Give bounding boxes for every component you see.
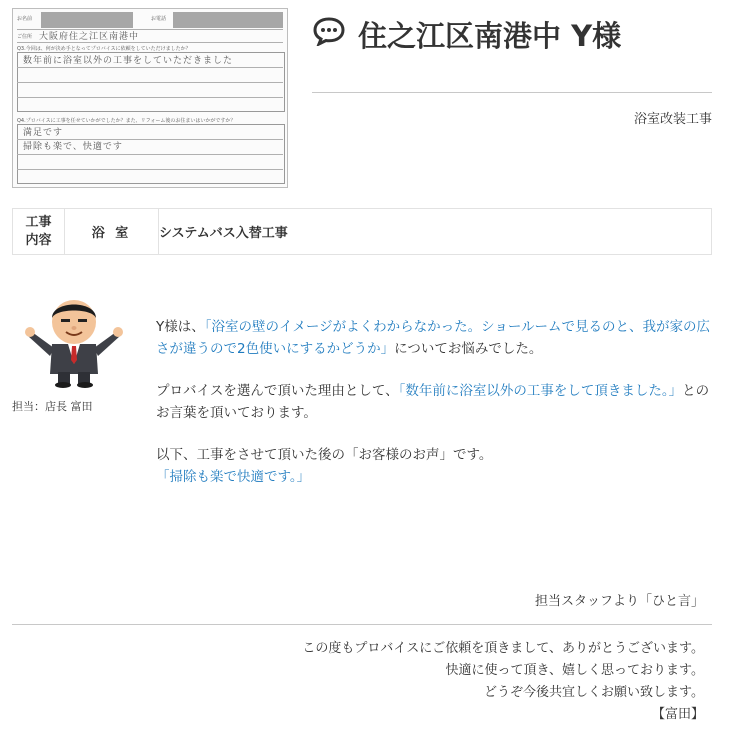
scan-q4-hand1: 満足です (23, 128, 64, 138)
message-text: Y様は、 (156, 319, 205, 335)
work-label-cell (13, 209, 65, 254)
speech-bubble-icon (312, 16, 346, 53)
redacted-phone (173, 12, 283, 28)
message-highlight: 「浴室の壁のイメージがよくわからなかった。ショールームで見るのと、我が家の広さが違うので2色使いにするかどうか」 (156, 319, 711, 357)
work-description-cell: システムバス入替工事 (159, 226, 288, 241)
title-text: 住之江区南港中 Y様 (358, 19, 622, 53)
questionnaire-scan-image (12, 8, 288, 188)
redacted-name (41, 12, 133, 28)
message-text: プロバイスを選んで頂いた理由として、 (156, 383, 399, 399)
message-text: 以下、工事をさせて頂いた後の「お客様のお声」です。 (156, 447, 493, 463)
staff-closing-message (302, 638, 704, 726)
message-paragraph-3 (156, 444, 712, 488)
message-highlight: 「掃除も楽で快適です。」 (156, 469, 311, 485)
message-paragraph-1 (156, 316, 712, 360)
scan-q3: Q3.今回は、何が決め手となってプロバイスに依頼をしていただけましたか？ (17, 46, 191, 52)
scan-address-hand: 大阪府住之江区南港中 (39, 32, 140, 42)
message-paragraph-2 (156, 380, 712, 424)
closing-line-3: どうぞ今後共宜しくお願い致します。 (484, 685, 704, 700)
page-title (312, 14, 712, 55)
work-label-line2: 内容 (25, 232, 52, 248)
work-label-line1: 工事 (25, 214, 52, 230)
comment-divider (12, 624, 712, 625)
staff-message (156, 316, 712, 508)
work-location-cell: 浴 室 (65, 209, 159, 254)
scan-address-label: ご住所 (17, 34, 33, 40)
message-highlight: 「数年前に浴室以外の工事をして頂きました。」 (398, 383, 683, 399)
scan-phone-label: お電話 (151, 16, 167, 22)
scan-q3-hand: 数年前に浴室以外の工事をしていただきました (23, 56, 234, 66)
closing-line-1: この度もプロバイスにご依頼を頂きまして、ありがとうございます。 (302, 641, 704, 656)
scan-q4-hand2: 掃除も楽で、快適です (23, 142, 123, 152)
staff-comment-heading: 担当スタッフより「ひと言」 (534, 594, 704, 609)
title-divider (312, 92, 712, 93)
message-text: についてお悩みでした。 (394, 341, 543, 357)
message-text: とのお言葉を頂いております。 (156, 383, 710, 421)
staff-avatar (24, 292, 124, 388)
scan-name-label: お名前 (17, 16, 33, 22)
work-content-table (12, 208, 712, 255)
scan-q4: Q4.プロバイスに工事を任せていかがでしたか？また、リフォーム後のお住まいはいかがですか？ (17, 118, 236, 124)
closing-signature: 【富田】 (651, 707, 704, 722)
staff-label: 担当：店長 富田 (12, 400, 93, 413)
work-category: 浴室改装工事 (633, 112, 712, 127)
closing-line-2: 快適に使って頂き、嬉しく思っております。 (445, 663, 704, 678)
